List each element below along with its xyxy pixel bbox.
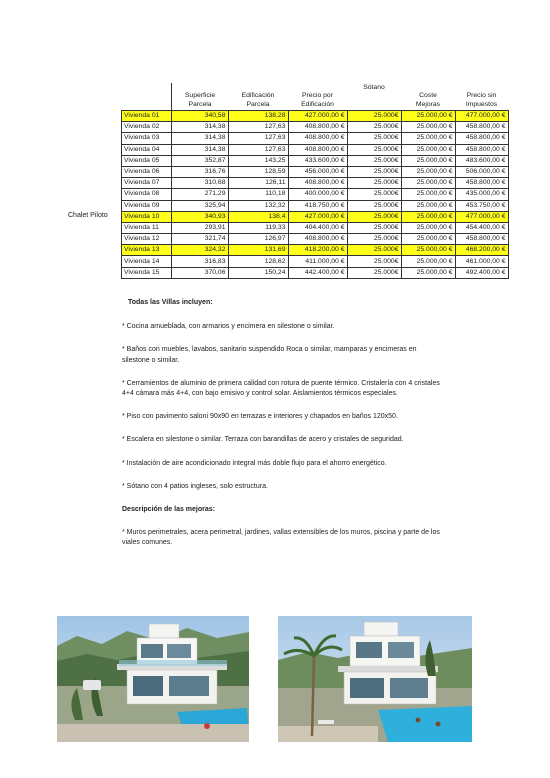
cell-coste: 25.000,00 € <box>401 122 455 133</box>
cell-sotano: 25.000€ <box>347 144 401 155</box>
price-table <box>121 83 509 279</box>
villa-render-left <box>57 616 249 742</box>
list-item: * Escalera en silestone o similar. Terraza con barandillas de acero y cristales de seguridad. <box>122 436 404 444</box>
cell-name: Vivienda 09 <box>122 200 172 211</box>
cell-sotano: 25.000€ <box>347 166 401 177</box>
table-row <box>122 211 509 222</box>
list-item: * Baños con muebles, lavabos, sanitario suspendido Roca o similar, mamparas y encimeras en silestone o similar. <box>122 346 417 364</box>
cell-coste: 25.000,00 € <box>401 166 455 177</box>
cell-name: Vivienda 11 <box>122 222 172 233</box>
cell-sin: 506.000,00 € <box>455 166 508 177</box>
cell-edif: 138,28 <box>228 111 288 122</box>
cell-sotano: 25.000€ <box>347 189 401 200</box>
list-item: * Sótano con 4 patios ingleses, solo estructura. <box>122 482 268 490</box>
cell-sin: 454.400,00 € <box>455 222 508 233</box>
cell-sin: 477.000,00 € <box>455 111 508 122</box>
table-header-row <box>122 83 509 111</box>
cell-edif: 127,63 <box>228 122 288 133</box>
table-row <box>122 155 509 166</box>
cell-name: Vivienda 12 <box>122 234 172 245</box>
cell-sotano: 25.000€ <box>347 200 401 211</box>
cell-precio: 408.800,00 € <box>288 122 347 133</box>
cell-coste: 25.000,00 € <box>401 256 455 267</box>
cell-sup: 310,68 <box>172 178 229 189</box>
cell-name: Vivienda 14 <box>122 256 172 267</box>
cell-name: Vivienda 02 <box>122 122 172 133</box>
cell-name: Vivienda 06 <box>122 166 172 177</box>
cell-sin: 453.750,00 € <box>455 200 508 211</box>
cell-sin: 458.800,00 € <box>455 144 508 155</box>
header-precio: Precio por Edificación <box>301 92 334 108</box>
cell-sup: 314,38 <box>172 133 229 144</box>
cell-sotano: 25.000€ <box>347 256 401 267</box>
cell-name: Vivienda 13 <box>122 245 172 256</box>
header-coste: Coste Mejoras <box>415 92 441 108</box>
table-row <box>122 111 509 122</box>
cell-sup: 340,93 <box>172 211 229 222</box>
cell-precio: 404.400,00 € <box>288 222 347 233</box>
cell-sotano: 25.000€ <box>347 122 401 133</box>
chalet-piloto-label: Chalet Piloto <box>68 212 108 219</box>
cell-coste: 25.000,00 € <box>401 267 455 278</box>
cell-sotano: 25.000€ <box>347 245 401 256</box>
cell-name: Vivienda 08 <box>122 189 172 200</box>
cell-name: Vivienda 07 <box>122 178 172 189</box>
cell-sin: 483.600,00 € <box>455 155 508 166</box>
table-row <box>122 256 509 267</box>
cell-name: Vivienda 01 <box>122 111 172 122</box>
cell-sotano: 25.000€ <box>347 211 401 222</box>
cell-edif: 127,63 <box>228 144 288 155</box>
cell-coste: 25.000,00 € <box>401 178 455 189</box>
cell-edif: 150,24 <box>228 267 288 278</box>
cell-edif: 110,18 <box>228 189 288 200</box>
cell-coste: 25.000,00 € <box>401 133 455 144</box>
features-heading: Todas las Villas incluyen: <box>128 299 213 306</box>
cell-sin: 461.000,00 € <box>455 256 508 267</box>
header-sotano: Sótano <box>363 83 385 91</box>
cell-precio: 408.800,00 € <box>288 144 347 155</box>
cell-sup: 293,91 <box>172 222 229 233</box>
cell-name: Vivienda 05 <box>122 155 172 166</box>
cell-edif: 128,59 <box>228 166 288 177</box>
cell-sotano: 25.000€ <box>347 133 401 144</box>
table-row <box>122 245 509 256</box>
list-item: * Muros perimetrales, acera perimetral, jardines, vallas extensibles de los muros, piscina y parte de los viales comunes. <box>122 529 440 547</box>
table-row <box>122 122 509 133</box>
cell-edif: 143,25 <box>228 155 288 166</box>
cell-precio: 418.200,00 € <box>288 245 347 256</box>
cell-sup: 325,94 <box>172 200 229 211</box>
cell-edif: 126,97 <box>228 234 288 245</box>
cell-coste: 25.000,00 € <box>401 111 455 122</box>
cell-sup: 314,38 <box>172 144 229 155</box>
cell-sin: 458.800,00 € <box>455 178 508 189</box>
cell-sup: 340,58 <box>172 111 229 122</box>
table-row <box>122 222 509 233</box>
cell-sin: 458.800,00 € <box>455 133 508 144</box>
cell-coste: 25.000,00 € <box>401 222 455 233</box>
cell-precio: 427.000,00 € <box>288 111 347 122</box>
cell-coste: 25.000,00 € <box>401 211 455 222</box>
cell-sup: 314,38 <box>172 122 229 133</box>
cell-edif: 131,69 <box>228 245 288 256</box>
header-superficie: Superficie Parcela <box>184 92 216 108</box>
cell-sin: 492.400,00 € <box>455 267 508 278</box>
cell-coste: 25.000,00 € <box>401 200 455 211</box>
features-list <box>122 322 442 492</box>
table-row <box>122 200 509 211</box>
cell-sin: 468.200,00 € <box>455 245 508 256</box>
cell-edif: 126,11 <box>228 178 288 189</box>
cell-precio: 408.800,00 € <box>288 133 347 144</box>
cell-sup: 316,76 <box>172 166 229 177</box>
cell-sup: 324,32 <box>172 245 229 256</box>
cell-sin: 435.000,00 € <box>455 189 508 200</box>
villa-render-right <box>278 616 472 742</box>
list-item: * Piso con pavimento saloni 90x90 en terrazas e interiores y chapados en baños 120x50. <box>122 413 398 421</box>
table-row <box>122 178 509 189</box>
cell-edif: 138,4 <box>228 211 288 222</box>
cell-sotano: 25.000€ <box>347 155 401 166</box>
header-precio-sin: Precio sin Impuestos <box>465 92 498 108</box>
cell-edif: 128,62 <box>228 256 288 267</box>
table-body <box>122 111 509 279</box>
cell-edif: 119,33 <box>228 222 288 233</box>
header-name <box>122 83 172 111</box>
improvements-heading: Descripción de las mejoras: <box>122 506 215 514</box>
cell-coste: 25.000,00 € <box>401 189 455 200</box>
cell-edif: 127,63 <box>228 133 288 144</box>
cell-precio: 408.800,00 € <box>288 234 347 245</box>
list-item: * Instalación de aire acondicionado integral más doble flujo para el ahorro energético. <box>122 459 387 467</box>
cell-sotano: 25.000€ <box>347 222 401 233</box>
cell-coste: 25.000,00 € <box>401 155 455 166</box>
cell-sotano: 25.000€ <box>347 111 401 122</box>
cell-coste: 25.000,00 € <box>401 234 455 245</box>
cell-name: Vivienda 04 <box>122 144 172 155</box>
table-row <box>122 144 509 155</box>
cell-precio: 418.750,00 € <box>288 200 347 211</box>
cell-sup: 316,83 <box>172 256 229 267</box>
cell-name: Vivienda 10 <box>122 211 172 222</box>
cell-sup: 321,74 <box>172 234 229 245</box>
cell-sin: 458.800,00 € <box>455 234 508 245</box>
table-row <box>122 234 509 245</box>
cell-precio: 408.800,00 € <box>288 178 347 189</box>
cell-name: Vivienda 03 <box>122 133 172 144</box>
table-row <box>122 267 509 278</box>
cell-sup: 352,87 <box>172 155 229 166</box>
cell-precio: 433.600,00 € <box>288 155 347 166</box>
list-item: * Cocina amueblada, con armarios y encimera en silestone o similar. <box>122 323 335 331</box>
cell-edif: 132,32 <box>228 200 288 211</box>
cell-sin: 458.800,00 € <box>455 122 508 133</box>
cell-precio: 456.000,00 € <box>288 166 347 177</box>
cell-sotano: 25.000€ <box>347 267 401 278</box>
table-row <box>122 166 509 177</box>
cell-precio: 442.400,00 € <box>288 267 347 278</box>
improvements-list <box>122 528 442 548</box>
cell-sotano: 25.000€ <box>347 234 401 245</box>
cell-sotano: 25.000€ <box>347 178 401 189</box>
table-row <box>122 189 509 200</box>
cell-precio: 400.000,00 € <box>288 189 347 200</box>
cell-sup: 271,29 <box>172 189 229 200</box>
cell-coste: 25.000,00 € <box>401 144 455 155</box>
cell-sin: 477.000,00 € <box>455 211 508 222</box>
list-item: * Cerramientos de aluminio de primera calidad con rotura de puente térmico. Cristalería con 4 cristales 4+4 cámara más 4+4, con bajo emisivo y control solar. Aislamientos térmicos especiales. <box>122 379 440 398</box>
cell-name: Vivienda 15 <box>122 267 172 278</box>
header-edificacion: Edificación Parcela <box>241 92 275 108</box>
cell-precio: 411.000,00 € <box>288 256 347 267</box>
table-row <box>122 133 509 144</box>
cell-sup: 370,06 <box>172 267 229 278</box>
cell-coste: 25.000,00 € <box>401 245 455 256</box>
cell-precio: 427.000,00 € <box>288 211 347 222</box>
features-section <box>122 298 442 562</box>
